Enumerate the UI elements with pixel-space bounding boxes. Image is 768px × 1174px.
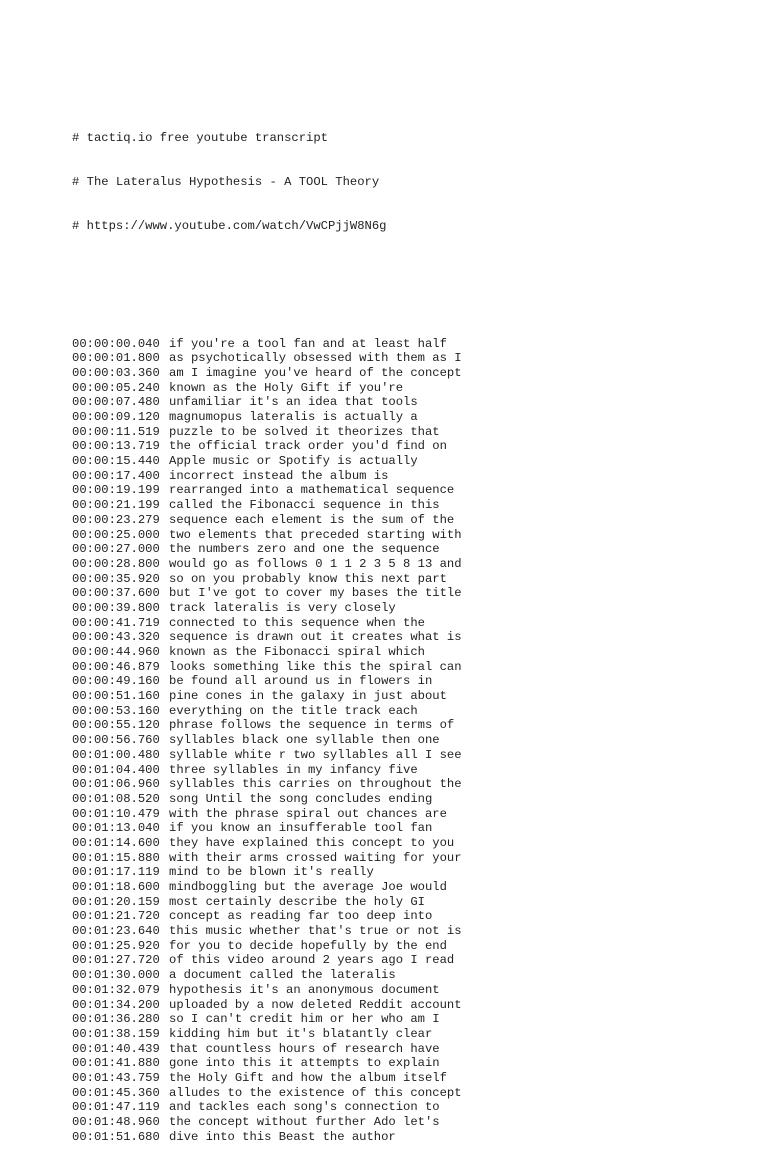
transcript-timestamp: 00:00:23.279 bbox=[72, 512, 160, 527]
transcript-line bbox=[72, 1071, 732, 1086]
transcript-line bbox=[72, 483, 732, 498]
transcript-line bbox=[72, 865, 732, 880]
transcript-text: of this video around 2 years ago I read bbox=[169, 953, 455, 968]
transcript-line bbox=[72, 674, 732, 689]
transcript-timestamp: 00:01:38.159 bbox=[72, 1026, 160, 1041]
header-spacer bbox=[72, 293, 732, 308]
transcript-text: would go as follows 0 1 1 2 3 5 8 13 and bbox=[169, 556, 462, 571]
transcript-line bbox=[72, 733, 732, 748]
transcript-timestamp: 00:00:05.240 bbox=[72, 380, 160, 395]
transcript-timestamp: 00:01:41.880 bbox=[72, 1056, 160, 1071]
transcript-timestamp: 00:00:39.800 bbox=[72, 600, 160, 615]
transcript-line bbox=[72, 998, 732, 1013]
transcript-text: dive into this Beast the author bbox=[169, 1129, 396, 1144]
transcript-timestamp: 00:00:35.920 bbox=[72, 571, 160, 586]
transcript-timestamp: 00:00:03.360 bbox=[72, 365, 160, 380]
transcript-text: as psychotically obsessed with them as I bbox=[169, 351, 462, 366]
transcript-text: unfamiliar it's an idea that tools bbox=[169, 395, 418, 410]
transcript-text: uploaded by a now deleted Reddit account bbox=[169, 997, 462, 1012]
transcript-line bbox=[72, 983, 732, 998]
transcript-timestamp: 00:01:15.880 bbox=[72, 850, 160, 865]
transcript-line bbox=[72, 601, 732, 616]
transcript-timestamp: 00:01:40.439 bbox=[72, 1041, 160, 1056]
transcript-line bbox=[72, 586, 732, 601]
transcript-line bbox=[72, 410, 732, 425]
transcript-text: syllables this carries on throughout the bbox=[169, 777, 462, 792]
transcript-text: the concept without further Ado let's bbox=[169, 1115, 440, 1130]
transcript-timestamp: 00:01:27.720 bbox=[72, 953, 160, 968]
transcript-timestamp: 00:01:48.960 bbox=[72, 1115, 160, 1130]
transcript-text: looks something like this the spiral can bbox=[169, 659, 462, 674]
transcript-line bbox=[72, 1130, 732, 1145]
transcript-text: the numbers zero and one the sequence bbox=[169, 542, 440, 557]
transcript-timestamp: 00:00:11.519 bbox=[72, 424, 160, 439]
transcript-text: if you're a tool fan and at least half bbox=[169, 336, 447, 351]
transcript-timestamp: 00:00:51.160 bbox=[72, 689, 160, 704]
transcript-line bbox=[72, 939, 732, 954]
transcript-line bbox=[72, 851, 732, 866]
transcript-timestamp: 00:01:04.400 bbox=[72, 762, 160, 777]
transcript-text: so on you probably know this next part bbox=[169, 571, 447, 586]
transcript-header bbox=[72, 101, 732, 263]
transcript-line bbox=[72, 337, 732, 352]
transcript-text: for you to decide hopefully by the end bbox=[169, 938, 447, 953]
header-line-url: # https://www.youtube.com/watch/VwCPjjW8N6g bbox=[72, 219, 387, 233]
transcript-timestamp: 00:01:51.680 bbox=[72, 1129, 160, 1144]
transcript-timestamp: 00:01:36.280 bbox=[72, 1012, 160, 1027]
transcript-timestamp: 00:01:13.040 bbox=[72, 821, 160, 836]
transcript-timestamp: 00:00:56.760 bbox=[72, 733, 160, 748]
transcript-line bbox=[72, 1027, 732, 1042]
transcript-text: syllable white r two syllables all I see bbox=[169, 747, 462, 762]
transcript-text: with their arms crossed waiting for your bbox=[169, 850, 462, 865]
transcript-text: concept as reading far too deep into bbox=[169, 909, 433, 924]
transcript-text: hypothesis it's an anonymous document bbox=[169, 982, 440, 997]
transcript-line bbox=[72, 1042, 732, 1057]
transcript-text: the official track order you'd find on bbox=[169, 439, 447, 454]
transcript-timestamp: 00:00:07.480 bbox=[72, 395, 160, 410]
transcript-text: but I've got to cover my bases the title bbox=[169, 586, 462, 601]
transcript-line bbox=[72, 704, 732, 719]
transcript-text: mindboggling but the average Joe would bbox=[169, 880, 447, 895]
transcript-text: track lateralis is very closely bbox=[169, 600, 396, 615]
transcript-timestamp: 00:00:49.160 bbox=[72, 674, 160, 689]
transcript-line bbox=[72, 1115, 732, 1130]
transcript-line bbox=[72, 528, 732, 543]
transcript-text: a document called the lateralis bbox=[169, 968, 396, 983]
transcript-line bbox=[72, 1012, 732, 1027]
transcript-text: so I can't credit him or her who am I bbox=[169, 1012, 440, 1027]
transcript-line bbox=[72, 1100, 732, 1115]
transcript-text: sequence each element is the sum of the bbox=[169, 512, 455, 527]
header-line-title: # The Lateralus Hypothesis - A TOOL Theory bbox=[72, 174, 380, 189]
transcript-line bbox=[72, 366, 732, 381]
transcript-line bbox=[72, 880, 732, 895]
transcript-line bbox=[72, 836, 732, 851]
transcript-timestamp: 00:01:30.000 bbox=[72, 968, 160, 983]
transcript-line bbox=[72, 351, 732, 366]
transcript-timestamp: 00:01:08.520 bbox=[72, 791, 160, 806]
transcript-line bbox=[72, 777, 732, 792]
transcript-timestamp: 00:00:53.160 bbox=[72, 703, 160, 718]
transcript-text: known as the Holy Gift if you're bbox=[169, 380, 404, 395]
transcript-text: everything on the title track each bbox=[169, 703, 418, 718]
transcript-timestamp: 00:01:06.960 bbox=[72, 777, 160, 792]
transcript-line bbox=[72, 1056, 732, 1071]
transcript-line bbox=[72, 763, 732, 778]
transcript-timestamp: 00:00:41.719 bbox=[72, 615, 160, 630]
transcript-timestamp: 00:01:10.479 bbox=[72, 806, 160, 821]
transcript-timestamp: 00:01:43.759 bbox=[72, 1070, 160, 1085]
header-line-source: # tactiq.io free youtube transcript bbox=[72, 130, 328, 145]
transcript-text: pine cones in the galaxy in just about bbox=[169, 689, 447, 704]
transcript-text: be found all around us in flowers in bbox=[169, 674, 433, 689]
transcript-line bbox=[72, 748, 732, 763]
transcript-text: phrase follows the sequence in terms of bbox=[169, 718, 455, 733]
transcript-text: that countless hours of research have bbox=[169, 1041, 440, 1056]
transcript-line bbox=[72, 821, 732, 836]
transcript-timestamp: 00:00:15.440 bbox=[72, 454, 160, 469]
transcript-timestamp: 00:00:21.199 bbox=[72, 498, 160, 513]
transcript-timestamp: 00:01:45.360 bbox=[72, 1085, 160, 1100]
transcript-timestamp: 00:00:44.960 bbox=[72, 645, 160, 660]
transcript-timestamp: 00:01:00.480 bbox=[72, 747, 160, 762]
transcript-line bbox=[72, 645, 732, 660]
transcript-text: connected to this sequence when the bbox=[169, 615, 425, 630]
transcript-line bbox=[72, 689, 732, 704]
transcript-timestamp: 00:00:00.040 bbox=[72, 336, 160, 351]
transcript-timestamp: 00:01:23.640 bbox=[72, 924, 160, 939]
transcript-timestamp: 00:01:17.119 bbox=[72, 865, 160, 880]
transcript-line bbox=[72, 718, 732, 733]
transcript-timestamp: 00:01:34.200 bbox=[72, 997, 160, 1012]
transcript-text: magnumopus lateralis is actually a bbox=[169, 410, 418, 425]
transcript-text: kidding him but it's blatantly clear bbox=[169, 1026, 433, 1041]
transcript-text: this music whether that's true or not is bbox=[169, 924, 462, 939]
transcript-timestamp: 00:00:01.800 bbox=[72, 351, 160, 366]
transcript-line bbox=[72, 792, 732, 807]
transcript-line bbox=[72, 498, 732, 513]
transcript-body bbox=[72, 337, 732, 1145]
transcript-line bbox=[72, 381, 732, 396]
transcript-text: if you know an insufferable tool fan bbox=[169, 821, 433, 836]
transcript-text: am I imagine you've heard of the concept bbox=[169, 365, 462, 380]
transcript-text: incorrect instead the album is bbox=[169, 468, 389, 483]
transcript-text: mind to be blown it's really bbox=[169, 865, 374, 880]
transcript-timestamp: 00:00:37.600 bbox=[72, 586, 160, 601]
transcript-line bbox=[72, 513, 732, 528]
transcript-line bbox=[72, 660, 732, 675]
transcript-text: known as the Fibonacci spiral which bbox=[169, 645, 425, 660]
transcript-text: sequence is drawn out it creates what is bbox=[169, 630, 462, 645]
transcript-text: gone into this it attempts to explain bbox=[169, 1056, 440, 1071]
transcript-text: called the Fibonacci sequence in this bbox=[169, 498, 440, 513]
transcript-line bbox=[72, 395, 732, 410]
transcript-line bbox=[72, 425, 732, 440]
transcript-timestamp: 00:01:14.600 bbox=[72, 835, 160, 850]
transcript-line bbox=[72, 616, 732, 631]
transcript-line bbox=[72, 557, 732, 572]
transcript-document bbox=[72, 72, 732, 1174]
transcript-timestamp: 00:00:43.320 bbox=[72, 630, 160, 645]
transcript-timestamp: 00:00:17.400 bbox=[72, 468, 160, 483]
transcript-line bbox=[72, 542, 732, 557]
transcript-line bbox=[72, 454, 732, 469]
transcript-timestamp: 00:01:25.920 bbox=[72, 938, 160, 953]
transcript-timestamp: 00:00:13.719 bbox=[72, 439, 160, 454]
transcript-text: alludes to the existence of this concept bbox=[169, 1085, 462, 1100]
transcript-text: rearranged into a mathematical sequence bbox=[169, 483, 455, 498]
transcript-timestamp: 00:00:55.120 bbox=[72, 718, 160, 733]
transcript-timestamp: 00:00:19.199 bbox=[72, 483, 160, 498]
transcript-timestamp: 00:00:27.000 bbox=[72, 542, 160, 557]
transcript-text: Apple music or Spotify is actually bbox=[169, 454, 418, 469]
transcript-line bbox=[72, 895, 732, 910]
transcript-line bbox=[72, 572, 732, 587]
transcript-text: with the phrase spiral out chances are bbox=[169, 806, 447, 821]
transcript-text: most certainly describe the holy GI bbox=[169, 894, 425, 909]
transcript-text: syllables black one syllable then one bbox=[169, 733, 440, 748]
transcript-timestamp: 00:01:18.600 bbox=[72, 880, 160, 895]
transcript-text: the Holy Gift and how the album itself bbox=[169, 1070, 447, 1085]
transcript-timestamp: 00:00:25.000 bbox=[72, 527, 160, 542]
transcript-line bbox=[72, 1086, 732, 1101]
transcript-line bbox=[72, 909, 732, 924]
transcript-timestamp: 00:00:46.879 bbox=[72, 659, 160, 674]
transcript-text: puzzle to be solved it theorizes that bbox=[169, 424, 440, 439]
transcript-line bbox=[72, 807, 732, 822]
transcript-timestamp: 00:01:20.159 bbox=[72, 894, 160, 909]
transcript-line bbox=[72, 953, 732, 968]
transcript-timestamp: 00:00:09.120 bbox=[72, 410, 160, 425]
transcript-line bbox=[72, 439, 732, 454]
transcript-text: three syllables in my infancy five bbox=[169, 762, 418, 777]
transcript-text: two elements that preceded starting with bbox=[169, 527, 462, 542]
transcript-timestamp: 00:01:21.720 bbox=[72, 909, 160, 924]
transcript-text: song Until the song concludes ending bbox=[169, 791, 433, 806]
transcript-text: and tackles each song's connection to bbox=[169, 1100, 440, 1115]
transcript-line bbox=[72, 630, 732, 645]
transcript-timestamp: 00:00:28.800 bbox=[72, 556, 160, 571]
transcript-text: they have explained this concept to you bbox=[169, 835, 455, 850]
transcript-line bbox=[72, 469, 732, 484]
transcript-timestamp: 00:01:47.119 bbox=[72, 1100, 160, 1115]
transcript-line bbox=[72, 968, 732, 983]
transcript-timestamp: 00:01:32.079 bbox=[72, 982, 160, 997]
transcript-line bbox=[72, 924, 732, 939]
